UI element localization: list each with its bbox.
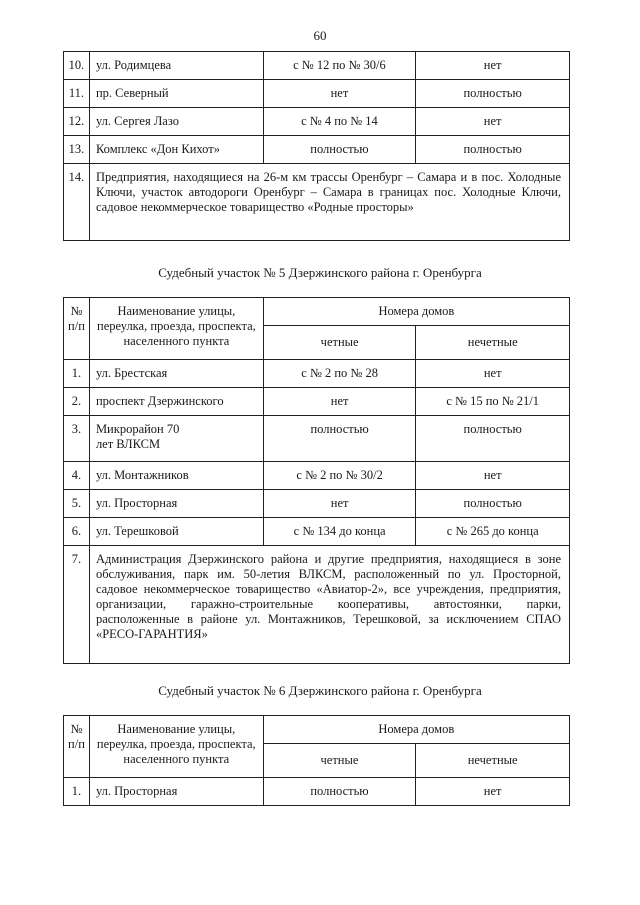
street-name: ул. Брестская: [89, 360, 263, 388]
even-houses: полностью: [263, 136, 416, 164]
header-number: № п/п: [64, 716, 90, 778]
odd-houses: нет: [416, 52, 570, 80]
odd-houses: с № 265 до конца: [416, 518, 570, 546]
row-description: Администрация Дзержинского района и другие предприятия, находящиеся в зоне обслуживания, парк им. 50-летия ВЛКСМ, расположенный по ул. Просторной, садовое некоммерческое товарищество «Авиатор-2», все учреждения, предприятия, организации, гаражно-строительные кооперативы, автостоянки, парки, расположенные в районе ул. Монтажников, Терешковой, за исключением СПАО «РЕСО-ГАРАНТИЯ»: [89, 546, 569, 664]
header-street-name: Наименование улицы, переулка, проезда, проспекта, населенного пункта: [89, 716, 263, 778]
row-number: 1.: [64, 778, 90, 806]
odd-houses: нет: [416, 462, 570, 490]
even-houses: с № 2 по № 30/2: [263, 462, 416, 490]
row-number: 4.: [64, 462, 90, 490]
header-odd: нечетные: [416, 744, 570, 778]
odd-houses: нет: [416, 108, 570, 136]
row-number: 12.: [64, 108, 90, 136]
table-row: [64, 388, 570, 416]
table-continued: [63, 51, 570, 241]
table-row: [64, 360, 570, 388]
street-name: Комплекс «Дон Кихот»: [89, 136, 263, 164]
table-row: [64, 136, 570, 164]
row-number: 3.: [64, 416, 90, 462]
table-row: [64, 490, 570, 518]
header-house-numbers: Номера домов: [263, 298, 569, 326]
row-number: 10.: [64, 52, 90, 80]
even-houses: нет: [263, 490, 416, 518]
table-section-5: [63, 297, 570, 664]
odd-houses: нет: [416, 778, 570, 806]
even-houses: с № 2 по № 28: [263, 360, 416, 388]
table-row: [64, 462, 570, 490]
even-houses: нет: [263, 80, 416, 108]
table-row: [64, 52, 570, 80]
table-row: [64, 80, 570, 108]
even-houses: с № 12 по № 30/6: [263, 52, 416, 80]
row-number: 6.: [64, 518, 90, 546]
even-houses: с № 134 до конца: [263, 518, 416, 546]
odd-houses: нет: [416, 360, 570, 388]
even-houses: полностью: [263, 778, 416, 806]
odd-houses: полностью: [416, 490, 570, 518]
row-number: 14.: [64, 164, 90, 241]
odd-houses: полностью: [416, 136, 570, 164]
odd-houses: полностью: [416, 80, 570, 108]
header-odd: нечетные: [416, 326, 570, 360]
table-section-6: [63, 715, 570, 806]
row-number: 5.: [64, 490, 90, 518]
street-name: ул. Родимцева: [89, 52, 263, 80]
row-description: Предприятия, находящиеся на 26-м км трассы Оренбург – Самара и в пос. Холодные Ключи, участок автодороги Оренбург – Самара в границах пос. Холодные Ключи, садовое некоммерческое товарищество «Родные просторы»: [89, 164, 569, 241]
row-number: 11.: [64, 80, 90, 108]
table-row: [64, 108, 570, 136]
section-title-6: Судебный участок № 6 Дзержинского района г. Оренбурга: [158, 683, 482, 698]
odd-houses: полностью: [416, 416, 570, 462]
section-title-5: Судебный участок № 5 Дзержинского района г. Оренбурга: [158, 265, 482, 280]
row-number: 2.: [64, 388, 90, 416]
header-house-numbers: Номера домов: [263, 716, 569, 744]
header-street-name: Наименование улицы, переулка, проезда, проспекта, населенного пункта: [89, 298, 263, 360]
street-name: проспект Дзержинского: [89, 388, 263, 416]
header-even: четные: [263, 326, 416, 360]
street-name: ул. Монтажников: [89, 462, 263, 490]
street-name: пр. Северный: [89, 80, 263, 108]
odd-houses: с № 15 по № 21/1: [416, 388, 570, 416]
header-even: четные: [263, 744, 416, 778]
page-number: 60: [313, 28, 327, 43]
even-houses: с № 4 по № 14: [263, 108, 416, 136]
row-number: 1.: [64, 360, 90, 388]
header-number: № п/п: [64, 298, 90, 360]
table-row: [64, 546, 570, 664]
street-name: ул. Просторная: [89, 778, 263, 806]
table-row: [64, 778, 570, 806]
row-number: 7.: [64, 546, 90, 664]
street-name: ул. Терешковой: [89, 518, 263, 546]
even-houses: нет: [263, 388, 416, 416]
table-row: [64, 164, 570, 241]
street-name: ул. Просторная: [89, 490, 263, 518]
table-row: [64, 518, 570, 546]
row-number: 13.: [64, 136, 90, 164]
street-name: Микрорайон 70 лет ВЛКСМ: [89, 416, 263, 462]
even-houses: полностью: [263, 416, 416, 462]
table-row: [64, 416, 570, 462]
street-name: ул. Сергея Лазо: [89, 108, 263, 136]
